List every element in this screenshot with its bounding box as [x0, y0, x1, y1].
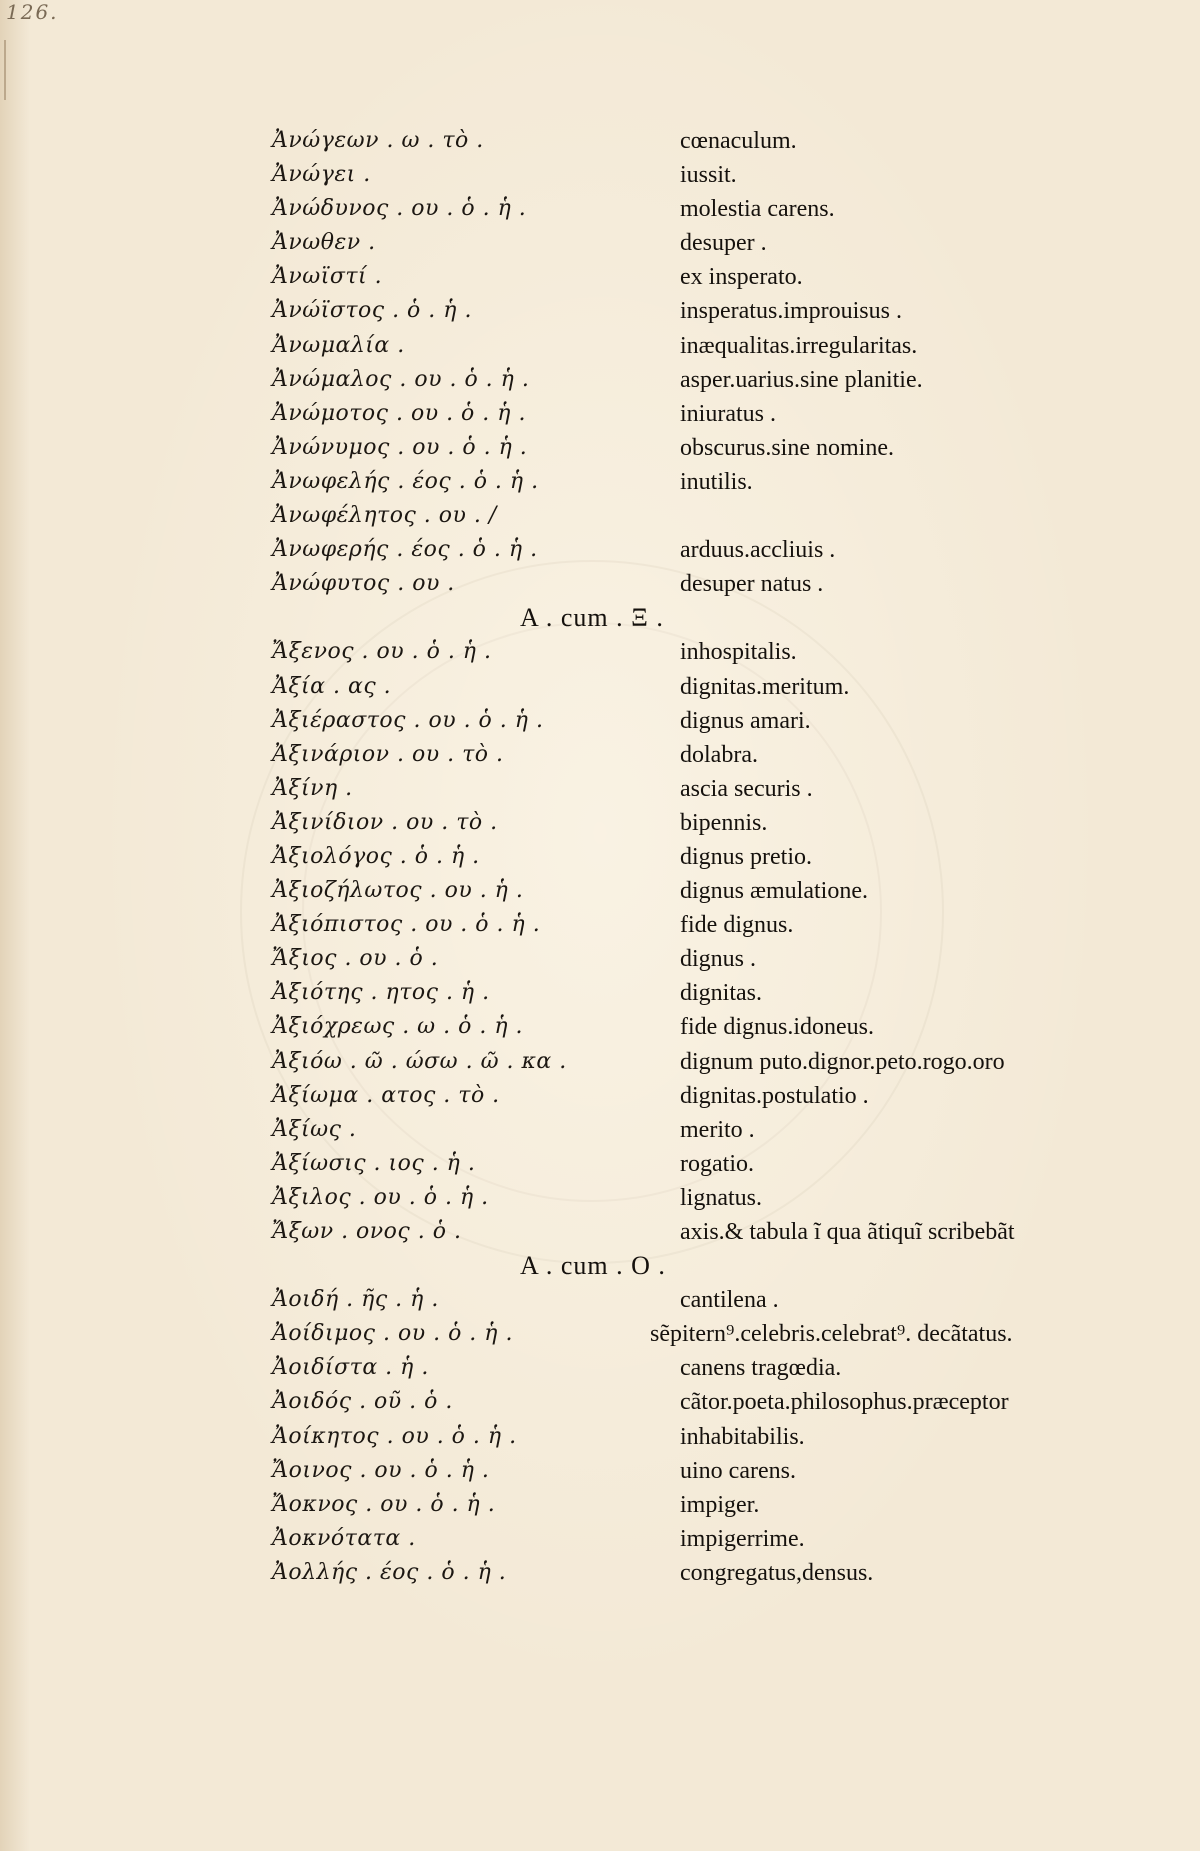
greek-headword: Ἀνώγει .: [272, 162, 371, 188]
latin-gloss: arduus.accliuis .: [680, 537, 836, 564]
greek-headword: Ἀνώγεων . ω . τὸ .: [272, 128, 484, 153]
entry-row: [0, 1488, 1200, 1522]
greek-headword: Ἄξων . ονος . ὁ .: [272, 1219, 462, 1244]
greek-headword: Ἀξιόω . ῶ . ώσω . ῶ . κα .: [272, 1048, 567, 1074]
latin-gloss: iniuratus .: [680, 400, 776, 427]
entry-row: [0, 1283, 1200, 1317]
greek-headword: Ἄξενος . ου . ὁ . ἡ .: [272, 639, 492, 665]
entry-row: [0, 397, 1200, 431]
latin-gloss: dignus pretio.: [680, 843, 812, 870]
entry-row: [0, 1385, 1200, 1419]
greek-headword: Ἀνώνυμος . ου . ὁ . ἡ .: [272, 434, 528, 460]
greek-headword: Ἀολλής . έος . ὁ . ἡ .: [272, 1559, 507, 1585]
folio-number: 126.: [6, 0, 59, 24]
greek-headword: Ἀνωφερής . έος . ὁ . ἡ .: [272, 537, 538, 563]
latin-gloss: merito .: [680, 1116, 755, 1143]
latin-gloss: iussit.: [680, 162, 737, 189]
entry-row: [0, 670, 1200, 704]
entry-row: [0, 1147, 1200, 1181]
latin-gloss: dignus .: [680, 946, 757, 973]
latin-gloss: desuper .: [680, 230, 767, 257]
latin-gloss: axis.& tabula ĩ qua ãtiquĩ scribebãt: [680, 1219, 1015, 1245]
entry-row: [0, 1181, 1200, 1215]
entry-row: [0, 908, 1200, 942]
latin-gloss: lignatus.: [680, 1184, 762, 1211]
greek-headword: Ἀνωϊστί .: [272, 264, 383, 290]
greek-headword: Ἀνωμαλία .: [272, 332, 405, 358]
section-heading-text: A . cum . O .: [520, 1251, 666, 1281]
latin-gloss: dignum puto.dignor.peto.rogo.oro: [680, 1048, 1005, 1075]
entry-row: [0, 976, 1200, 1010]
latin-gloss: insperatus.improuisus .: [680, 298, 902, 325]
latin-gloss: dignus amari.: [680, 707, 811, 734]
latin-gloss: inæqualitas.irregularitas.: [680, 332, 918, 359]
greek-headword: Ἀνώμοτος . ου . ὁ . ἡ .: [272, 400, 526, 426]
lexicon-entries: [0, 124, 1200, 1590]
entry-row: [0, 1215, 1200, 1249]
section-heading: [0, 1249, 1200, 1283]
greek-headword: Ἀξιότης . ητος . ἡ .: [272, 980, 490, 1006]
greek-headword: Ἀνώφυτος . ου .: [272, 571, 455, 597]
latin-gloss: ex insperato.: [680, 264, 803, 291]
latin-gloss: fide dignus.idoneus.: [680, 1014, 874, 1041]
entry-row: [0, 158, 1200, 192]
greek-headword: Ἀοιδίστα . ἡ .: [272, 1355, 429, 1381]
latin-gloss: dignus æmulatione.: [680, 878, 868, 905]
latin-gloss: molestia carens.: [680, 196, 835, 223]
greek-headword: Ἀνωφελής . έος . ὁ . ἡ .: [272, 468, 539, 494]
latin-gloss: bipennis.: [680, 809, 768, 836]
entry-row: [0, 363, 1200, 397]
entry-row: [0, 840, 1200, 874]
latin-gloss: cãtor.poeta.philosophus.præceptor: [680, 1389, 1009, 1416]
greek-headword: Ἀνωθεν .: [272, 230, 376, 256]
entry-row: [0, 294, 1200, 328]
latin-gloss: dignitas.: [680, 980, 762, 1007]
entry-row: [0, 772, 1200, 806]
entry-row: [0, 1079, 1200, 1113]
greek-headword: Ἀοίκητος . ου . ὁ . ἡ .: [272, 1423, 517, 1449]
entry-row: [0, 1317, 1200, 1351]
latin-gloss: congregatus,densus.: [680, 1559, 874, 1586]
entry-row: [0, 533, 1200, 567]
greek-headword: Ἀξία . ας .: [272, 673, 392, 699]
latin-gloss: impiger.: [680, 1491, 760, 1518]
latin-gloss: cantilena .: [680, 1287, 779, 1314]
latin-gloss: inhabitabilis.: [680, 1423, 805, 1450]
margin-rule: [4, 40, 6, 100]
entry-row: [0, 226, 1200, 260]
greek-headword: Ἀξινάριον . ου . τὸ .: [272, 741, 504, 767]
entry-row: [0, 465, 1200, 499]
greek-headword: Ἀνώμαλος . ου . ὁ . ἡ .: [272, 366, 530, 392]
entry-row: [0, 1522, 1200, 1556]
latin-gloss: fide dignus.: [680, 912, 794, 939]
entry-row: [0, 1556, 1200, 1590]
latin-gloss: dignitas.postulatio .: [680, 1082, 869, 1109]
greek-headword: Ἀξιόχρεως . ω . ὁ . ἡ .: [272, 1014, 523, 1040]
entry-row: [0, 1010, 1200, 1044]
entry-row: [0, 635, 1200, 669]
entry-row: [0, 806, 1200, 840]
greek-headword: Ἀοιδός . οῦ . ὁ .: [272, 1389, 453, 1415]
latin-gloss: obscurus.sine nomine.: [680, 434, 894, 461]
greek-headword: Ἀνωφέλητος . ου . /: [272, 503, 497, 529]
latin-gloss: dignitas.meritum.: [680, 673, 850, 700]
greek-headword: Ἄοκνος . ου . ὁ . ἡ .: [272, 1491, 496, 1517]
section-heading-text: A . cum . Ξ .: [520, 603, 664, 633]
greek-headword: Ἄξιος . ου . ὁ .: [272, 946, 439, 972]
greek-headword: Ἀξιόπιστος . ου . ὁ . ἡ .: [272, 912, 541, 938]
latin-gloss: dolabra.: [680, 741, 758, 768]
entry-row: [0, 260, 1200, 294]
greek-headword: Ἀοίδιμος . ου . ὁ . ἡ .: [272, 1321, 513, 1347]
greek-headword: Ἄοινος . ου . ὁ . ἡ .: [272, 1457, 490, 1483]
latin-gloss: canens tragœdia.: [680, 1355, 842, 1382]
greek-headword: Ἀοιδή . ῆς . ἡ .: [272, 1287, 439, 1313]
entry-row: [0, 329, 1200, 363]
latin-gloss: cœnaculum.: [680, 128, 797, 154]
latin-gloss: sẽpitern⁹.celebris.celebrat⁹. decãtatus.: [650, 1321, 1013, 1348]
greek-headword: Ἀξίνη .: [272, 775, 353, 801]
latin-gloss: inutilis.: [680, 468, 753, 495]
latin-gloss: rogatio.: [680, 1150, 754, 1177]
greek-headword: Ἀνώϊστος . ὁ . ἡ .: [272, 298, 472, 324]
entry-row: [0, 499, 1200, 533]
entry-row: [0, 1454, 1200, 1488]
greek-headword: Ἀξίωμα . ατος . τὸ .: [272, 1082, 500, 1108]
greek-headword: Ἀνώδυνος . ου . ὁ . ἡ .: [272, 196, 527, 222]
entry-row: [0, 567, 1200, 601]
section-heading: [0, 601, 1200, 635]
greek-headword: Ἀξίως .: [272, 1116, 357, 1142]
greek-headword: Ἀξιλος . ου . ὁ . ἡ .: [272, 1184, 489, 1210]
greek-headword: Ἀξιέραστος . ου . ὁ . ἡ .: [272, 707, 544, 733]
entry-row: [0, 874, 1200, 908]
entry-row: [0, 704, 1200, 738]
latin-gloss: inhospitalis.: [680, 639, 797, 666]
latin-gloss: asper.uarius.sine planitie.: [680, 366, 923, 393]
entry-row: [0, 738, 1200, 772]
greek-headword: Ἀξιολόγος . ὁ . ἡ .: [272, 843, 480, 869]
entry-row: [0, 124, 1200, 158]
greek-headword: Ἀοκνότατα .: [272, 1525, 416, 1551]
latin-gloss: uino carens.: [680, 1457, 796, 1484]
greek-headword: Ἀξιοζήλωτος . ου . ἡ .: [272, 878, 524, 904]
latin-gloss: impigerrime.: [680, 1525, 805, 1552]
entry-row: [0, 942, 1200, 976]
entry-row: [0, 192, 1200, 226]
latin-gloss: desuper natus .: [680, 571, 824, 598]
entry-row: [0, 431, 1200, 465]
entry-row: [0, 1420, 1200, 1454]
greek-headword: Ἀξίωσις . ιος . ἡ .: [272, 1150, 476, 1176]
entry-row: [0, 1045, 1200, 1079]
entry-row: [0, 1113, 1200, 1147]
latin-gloss: ascia securis .: [680, 775, 813, 802]
entry-row: [0, 1351, 1200, 1385]
greek-headword: Ἀξινίδιον . ου . τὸ .: [272, 809, 498, 835]
